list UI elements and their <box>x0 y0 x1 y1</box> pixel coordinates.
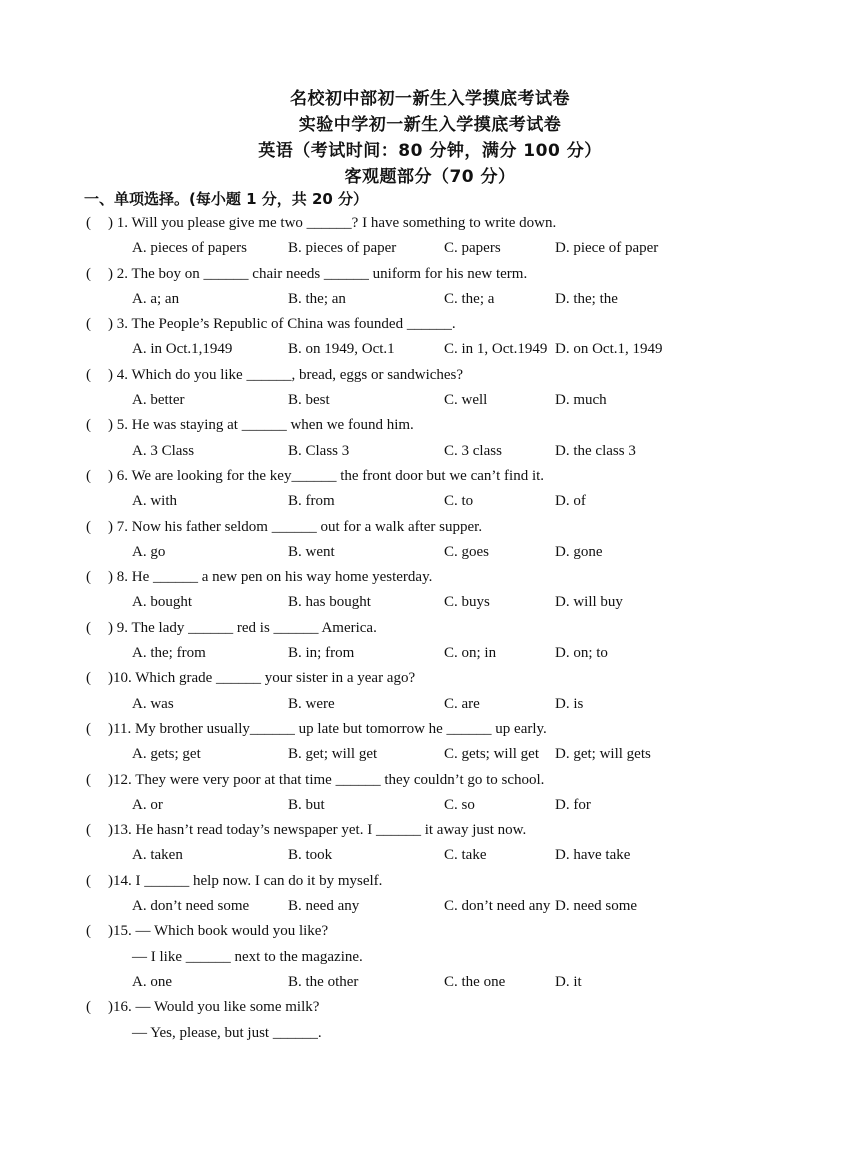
options-row <box>0 742 860 767</box>
question-line <box>0 616 860 641</box>
option-d: D. it <box>555 973 582 990</box>
question-text: )10. Which grade ______ your sister in a year ago? <box>108 670 416 687</box>
options-row <box>0 287 860 312</box>
answer-blank[interactable]: ( <box>86 619 91 636</box>
exam-title: 实验中学初一新生入学摸底考试卷 <box>298 115 562 135</box>
option-c: C. goes <box>444 543 489 560</box>
option-a: A. one <box>132 973 172 990</box>
option-d: D. get; will gets <box>555 746 651 763</box>
option-c: C. are <box>444 695 480 712</box>
option-b: B. pieces of paper <box>288 240 397 257</box>
option-c: C. so <box>444 796 475 813</box>
answer-blank[interactable]: ( <box>86 518 91 535</box>
options-row <box>0 439 860 464</box>
option-c: C. to <box>444 493 474 510</box>
option-d: D. much <box>555 392 607 409</box>
option-a: A. better <box>132 392 185 409</box>
question-line <box>0 464 860 489</box>
options-row <box>0 692 860 717</box>
answer-blank[interactable]: ( <box>86 923 91 940</box>
option-b: B. get; will get <box>288 746 378 763</box>
option-d: D. have take <box>555 847 631 864</box>
option-d: D. on Oct.1, 1949 <box>555 341 663 358</box>
option-a: A. taken <box>132 847 183 864</box>
option-a: A. 3 Class <box>132 442 195 459</box>
answer-blank[interactable]: ( <box>86 822 91 839</box>
option-a: A. with <box>132 493 177 510</box>
options-row <box>0 236 860 261</box>
answer-blank[interactable]: ( <box>86 999 91 1016</box>
option-b: B. on 1949, Oct.1 <box>288 341 395 358</box>
question-text: )16. — Would you like some milk? <box>108 999 320 1016</box>
option-c: C. papers <box>444 240 501 257</box>
option-a: A. don’t need some <box>132 898 250 915</box>
option-a: A. bought <box>132 594 192 611</box>
option-b: B. best <box>288 392 330 409</box>
option-a: A. was <box>132 695 174 712</box>
option-a: A. in Oct.1,1949 <box>132 341 233 358</box>
option-b: B. were <box>288 695 335 712</box>
option-b: B. in; from <box>288 645 355 662</box>
option-c: C. the; a <box>444 290 495 307</box>
question-text: )14. I ______ help now. I can do it by myself. <box>108 872 383 889</box>
option-d: D. the; the <box>555 290 618 307</box>
options-row <box>0 388 860 413</box>
answer-blank[interactable]: ( <box>86 670 91 687</box>
school-title: 名校初中部初一新生入学摸底考试卷 <box>290 89 570 109</box>
options-row <box>0 641 860 666</box>
options-row <box>0 793 860 818</box>
option-c: C. well <box>444 392 488 409</box>
option-d: D. of <box>555 493 586 510</box>
option-c: C. in 1, Oct.1949 <box>444 341 548 358</box>
question-line <box>0 869 860 894</box>
option-b: B. from <box>288 493 335 510</box>
option-d: D. for <box>555 796 591 813</box>
option-b: B. has bought <box>288 594 371 611</box>
question-text: )12. They were very poor at that time ______ they couldn’t go to school. <box>108 771 545 788</box>
answer-blank[interactable]: ( <box>86 215 91 231</box>
question-text: ) 7. Now his father seldom ______ out for a walk after supper. <box>108 518 483 535</box>
question-text: ) 1. Will you please give me two ______? I have something to write down. <box>108 215 557 231</box>
option-b: B. but <box>288 796 325 813</box>
question-line <box>0 262 860 287</box>
question-text: ) 4. Which do you like ______, bread, eggs or sandwiches? <box>108 366 464 383</box>
option-b: B. took <box>288 847 333 864</box>
question-line <box>0 565 860 590</box>
question-text: ) 5. He was staying at ______ when we found him. <box>108 417 414 434</box>
question-line <box>0 995 860 1020</box>
question-subline <box>0 1021 860 1046</box>
question-line <box>0 211 860 236</box>
option-c: C. don’t need any <box>444 898 551 915</box>
option-b: B. the; an <box>288 290 346 307</box>
options-row <box>0 970 860 995</box>
question-line <box>0 717 860 742</box>
option-c: C. buys <box>444 594 490 611</box>
question-line <box>0 515 860 540</box>
option-a: A. pieces of papers <box>132 240 247 257</box>
question-text: )11. My brother usually______ up late but tomorrow he ______ up early. <box>108 720 547 737</box>
option-d: D. the class 3 <box>555 442 636 459</box>
options-row <box>0 540 860 565</box>
options-row <box>0 337 860 362</box>
option-a: A. or <box>132 796 163 813</box>
question-subline <box>0 945 860 970</box>
question-line <box>0 413 860 438</box>
question-text: ) 2. The boy on ______ chair needs ______ uniform for his new term. <box>108 265 528 282</box>
section-heading: 一、单项选择。(每小题 1 分，共 20 分） <box>84 190 369 208</box>
answer-blank[interactable]: ( <box>86 417 91 434</box>
option-d: D. gone <box>555 543 603 560</box>
question-line <box>0 768 860 793</box>
question-line <box>0 312 860 337</box>
option-c: C. gets; will get <box>444 746 539 763</box>
answer-blank[interactable]: ( <box>86 771 91 788</box>
question-text: ) 9. The lady ______ red is ______ America. <box>108 619 377 636</box>
question-text: )13. He hasn’t read today’s newspaper yet. I ______ it away just now. <box>108 822 527 839</box>
exam-header <box>0 86 860 190</box>
options-row <box>0 489 860 514</box>
option-c: C. take <box>444 847 487 864</box>
question-dialogue-text: — I like ______ next to the magazine. <box>132 948 363 965</box>
question-dialogue-text: — Yes, please, but just ______. <box>132 1024 322 1041</box>
question-line <box>0 363 860 388</box>
answer-blank[interactable]: ( <box>86 872 91 889</box>
answer-blank[interactable]: ( <box>86 720 91 737</box>
option-d: D. will buy <box>555 594 623 611</box>
subject-title: 英语（考试时间：80 分钟，满分 100 分） <box>258 141 602 161</box>
option-b: B. the other <box>288 973 359 990</box>
question-line <box>0 818 860 843</box>
answer-blank[interactable]: ( <box>86 316 91 333</box>
option-d: D. on; to <box>555 645 608 662</box>
question-text: ) 3. The People’s Republic of China was founded ______. <box>108 316 456 333</box>
option-a: A. the; from <box>132 645 206 662</box>
options-row <box>0 590 860 615</box>
question-list <box>0 211 860 1046</box>
option-c: C. on; in <box>444 645 497 662</box>
option-a: A. go <box>132 543 166 560</box>
option-d: D. is <box>555 695 584 712</box>
option-a: A. gets; get <box>132 746 201 763</box>
question-text: ) 6. We are looking for the key______ the front door but we can’t find it. <box>108 467 545 484</box>
question-line <box>0 666 860 691</box>
options-row <box>0 894 860 919</box>
option-d: D. need some <box>555 898 638 915</box>
question-text: ) 8. He ______ a new pen on his way home yesterday. <box>108 569 433 586</box>
answer-blank[interactable]: ( <box>86 569 91 586</box>
option-d: D. piece of paper <box>555 240 659 257</box>
option-b: B. Class 3 <box>288 442 350 459</box>
question-line <box>0 919 860 944</box>
option-c: C. the one <box>444 973 506 990</box>
option-b: B. went <box>288 543 335 560</box>
answer-blank[interactable]: ( <box>86 265 91 282</box>
option-b: B. need any <box>288 898 360 915</box>
option-a: A. a; an <box>132 290 180 307</box>
option-c: C. 3 class <box>444 442 502 459</box>
part-title: 客观题部分（70 分） <box>344 167 516 187</box>
options-row <box>0 843 860 868</box>
question-text: )15. — Which book would you like? <box>108 923 329 940</box>
answer-blank[interactable]: ( <box>86 467 91 484</box>
answer-blank[interactable]: ( <box>86 366 91 383</box>
